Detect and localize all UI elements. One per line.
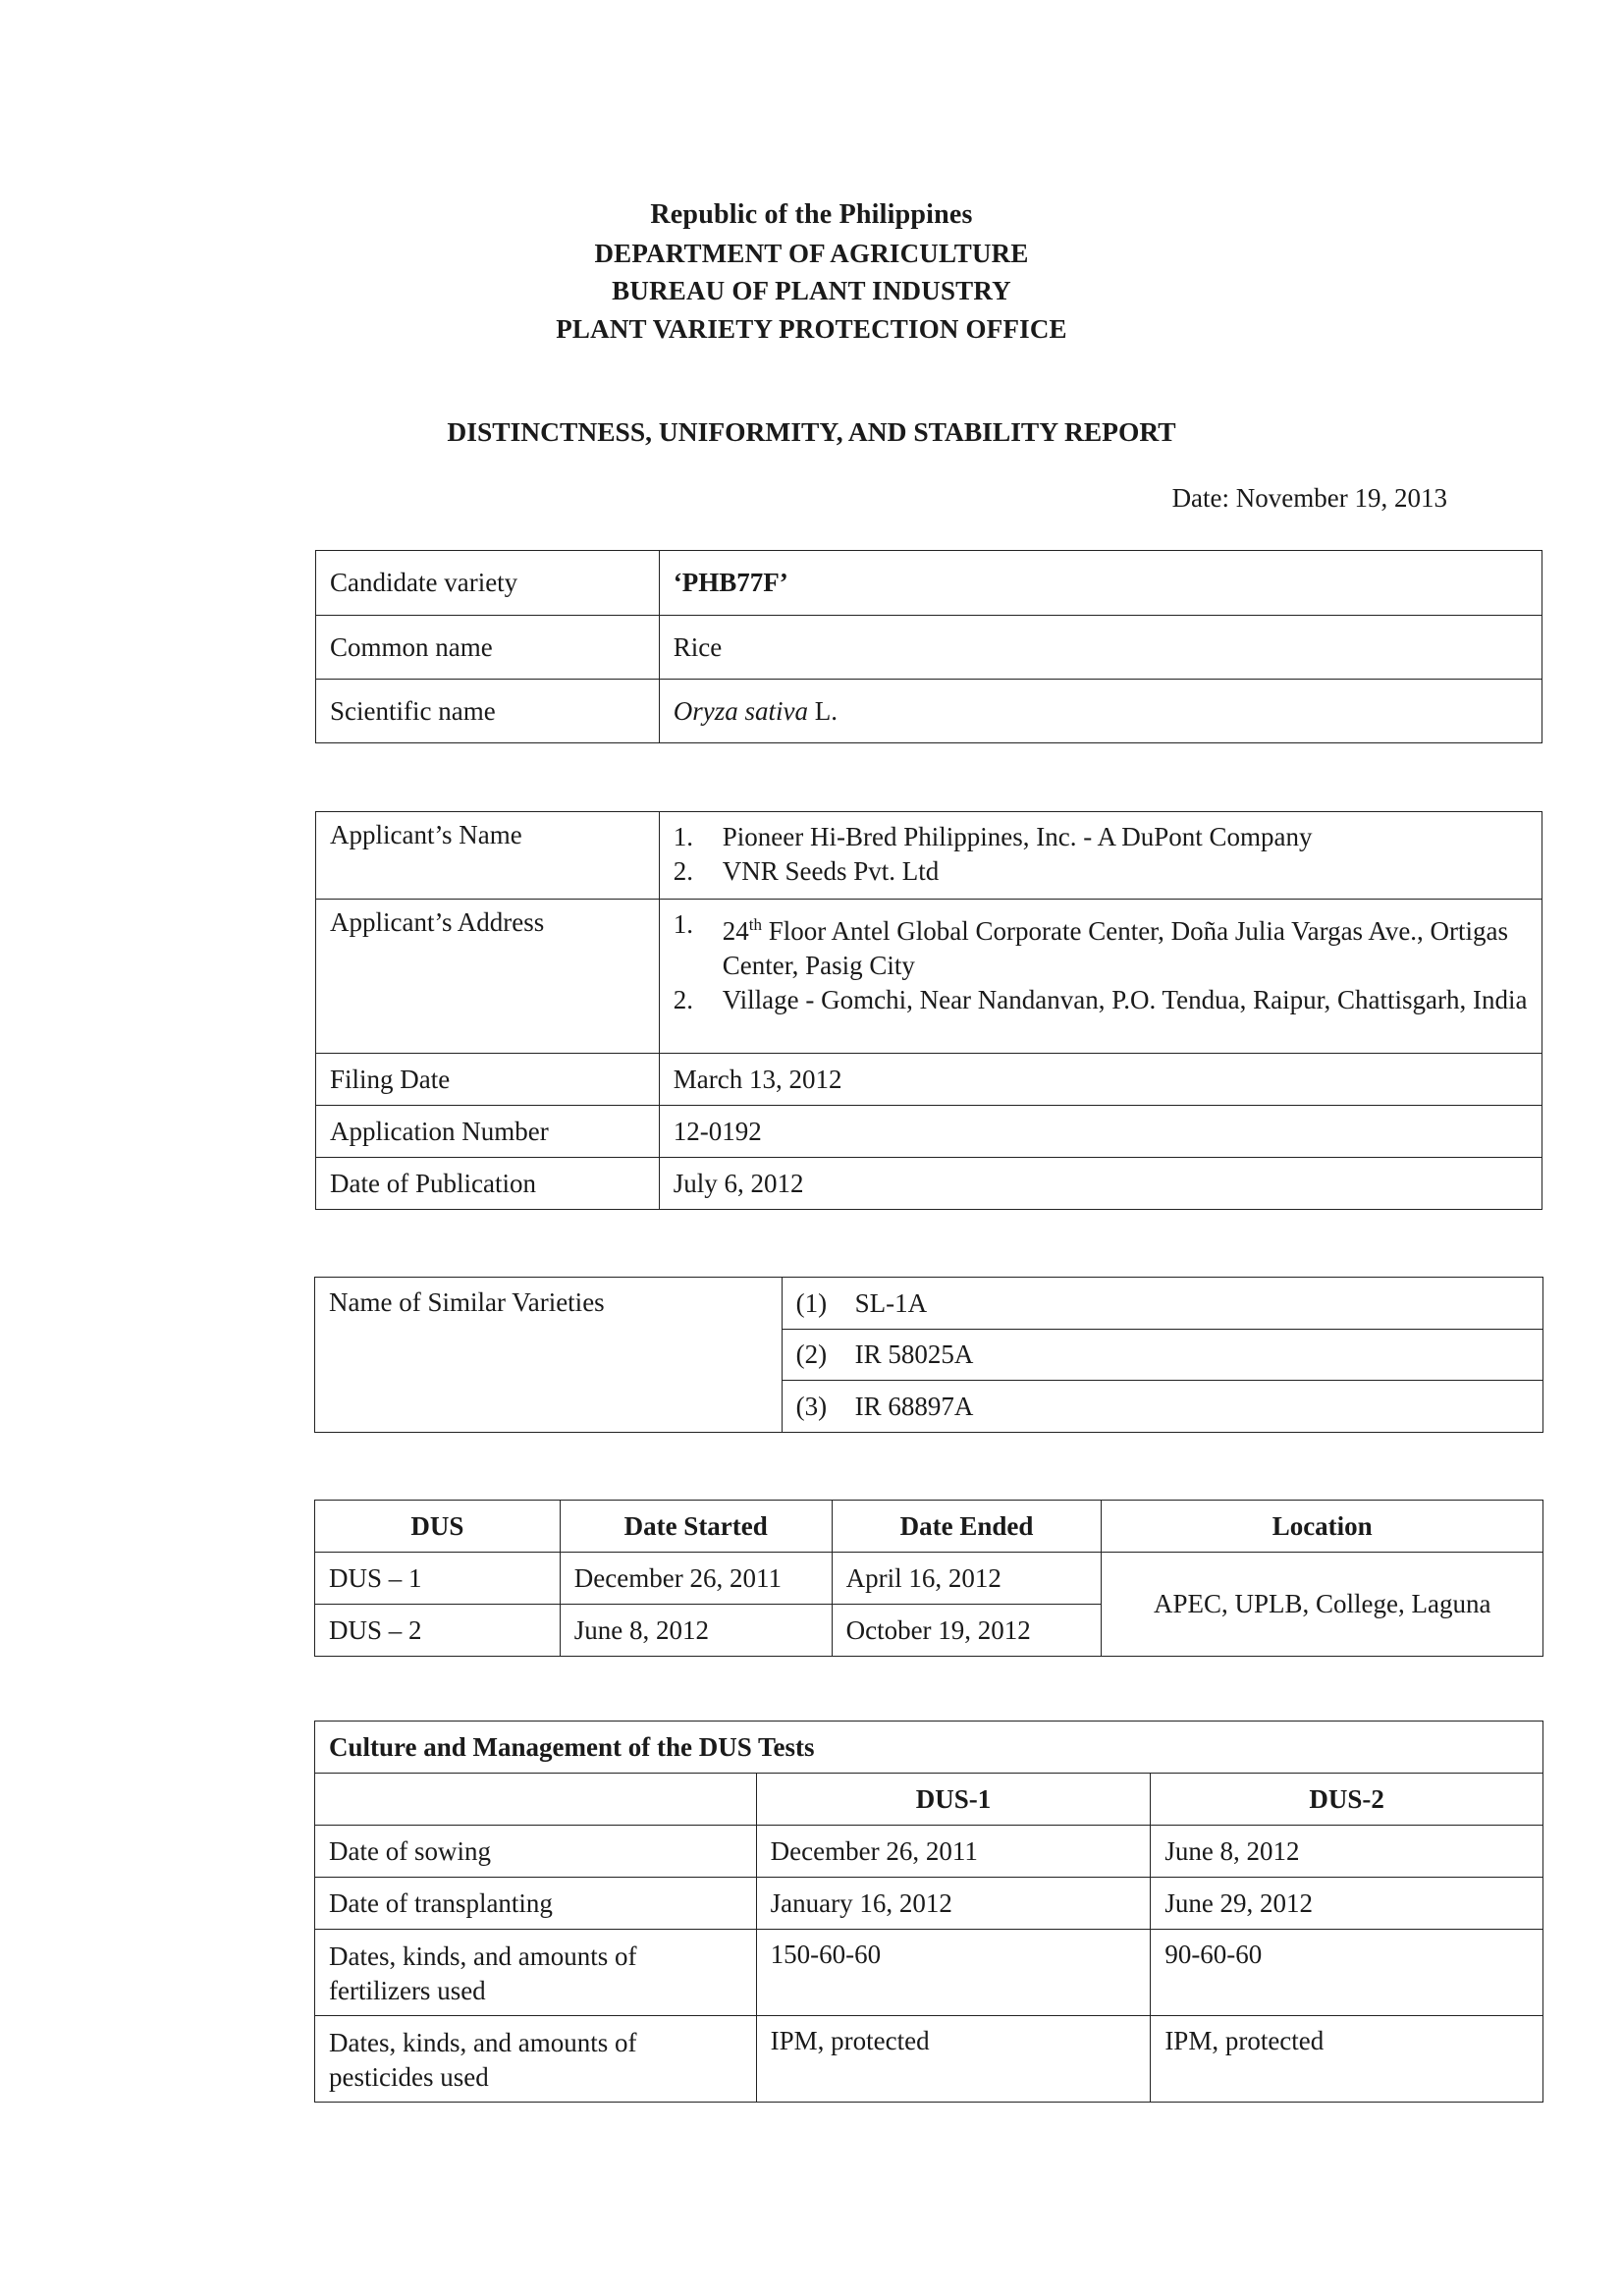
report-date: Date: November 19, 2013 [1171,483,1447,513]
department-name: DEPARTMENT OF AGRICULTURE [594,238,1029,268]
filing-date-label: Filing Date [316,1054,660,1106]
fertilizers-dus2: 90-60-60 [1151,1930,1543,2016]
bureau-name: BUREAU OF PLANT INDUSTRY [612,276,1011,305]
similar-varieties-label: Name of Similar Varieties [315,1278,783,1433]
scientific-name-italic: Oryza sativa [673,695,809,726]
dus-1-column-header: DUS-1 [756,1774,1151,1826]
dus-2-ended: October 19, 2012 [832,1605,1102,1657]
table-row [316,680,1542,743]
list-item: 1. 24th Floor Antel Global Corporate Center, Doña Julia Vargas Ave., Ortigas Center, Pasig City [673,909,1509,980]
candidate-variety-label: Candidate variety [316,551,660,616]
table-row [315,1501,1543,1553]
sowing-dus2: June 8, 2012 [1151,1826,1543,1878]
table-row [315,1278,1543,1330]
dus-1-started: December 26, 2011 [560,1553,832,1605]
table-row [316,1054,1542,1106]
application-number-value: 12-0192 [659,1106,1542,1158]
applicant-address-label: Applicant’s Address [316,900,660,1054]
date-started-header: Date Started [560,1501,832,1553]
dus-schedule-table [314,1500,1543,1657]
dus-location: APEC, UPLB, College, Laguna [1102,1553,1543,1657]
empty-header-cell [315,1774,757,1826]
fertilizers-dus1: 150-60-60 [756,1930,1151,2016]
date-ended-header: Date Ended [832,1501,1102,1553]
common-name-value: Rice [659,616,1542,680]
scientific-name-author: L. [814,695,839,726]
table-row [315,1722,1543,1774]
application-number-label: Application Number [316,1106,660,1158]
table-row [315,1878,1543,1930]
candidate-variety-value: ‘PHB77F’ [659,551,1542,616]
variety-table [315,550,1542,743]
transplanting-dus1: January 16, 2012 [756,1878,1151,1930]
similar-variety-2: (2) IR 58025A [782,1330,1542,1381]
applicant-addresses [659,900,1542,1054]
country-name: Republic of the Philippines [650,199,973,230]
fertilizers-label: Dates, kinds, and amounts of fertilizers used [315,1930,757,2016]
table-row [316,900,1542,1054]
sowing-label: Date of sowing [315,1826,757,1878]
similar-variety-3: (3) IR 68897A [782,1381,1542,1433]
pesticides-label: Dates, kinds, and amounts of pesticides used [315,2016,757,2103]
filing-date-value: March 13, 2012 [659,1054,1542,1106]
dus-2-started: June 8, 2012 [560,1605,832,1657]
table-row [316,1158,1542,1210]
table-row [316,551,1542,616]
table-row [315,2016,1543,2103]
applicant-name-label: Applicant’s Name [316,812,660,900]
table-row [316,1106,1542,1158]
report-title: DISTINCTNESS, UNIFORMITY, AND STABILITY REPORT [447,416,1176,447]
transplanting-label: Date of transplanting [315,1878,757,1930]
sowing-dus1: December 26, 2011 [756,1826,1151,1878]
list-item: 1. Pioneer Hi-Bred Philippines, Inc. - A DuPont Company [673,822,1313,851]
dus-1-label: DUS – 1 [315,1553,561,1605]
publication-date-label: Date of Publication [316,1158,660,1210]
letterhead [0,196,1623,348]
table-row [316,812,1542,900]
location-header: Location [1102,1501,1543,1553]
similar-varieties-table [314,1277,1543,1433]
publication-date-value: July 6, 2012 [659,1158,1542,1210]
table-row [316,616,1542,680]
pesticides-dus1: IPM, protected [756,2016,1151,2103]
dus-header: DUS [315,1501,561,1553]
dus-2-column-header: DUS-2 [1151,1774,1543,1826]
similar-variety-1: (1) SL-1A [782,1278,1542,1330]
applicant-table [315,811,1542,1210]
table-row [315,1553,1543,1605]
culture-title: Culture and Management of the DUS Tests [315,1722,1543,1774]
dus-2-label: DUS – 2 [315,1605,561,1657]
table-row [315,1930,1543,2016]
table-row [315,1826,1543,1878]
list-item: 2. VNR Seeds Pvt. Ltd [673,856,940,886]
scientific-name-value [659,680,1542,743]
common-name-label: Common name [316,616,660,680]
dus-1-ended: April 16, 2012 [832,1553,1102,1605]
applicant-names [659,812,1542,900]
table-row [315,1774,1543,1826]
transplanting-dus2: June 29, 2012 [1151,1878,1543,1930]
list-item: 2. Village - Gomchi, Near Nandanvan, P.O. Tendua, Raipur, Chattisgarh, India [673,985,1528,1014]
pesticides-dus2: IPM, protected [1151,2016,1543,2103]
scientific-name-label: Scientific name [316,680,660,743]
office-name: PLANT VARIETY PROTECTION OFFICE [556,313,1067,344]
culture-management-table [314,1721,1543,2103]
